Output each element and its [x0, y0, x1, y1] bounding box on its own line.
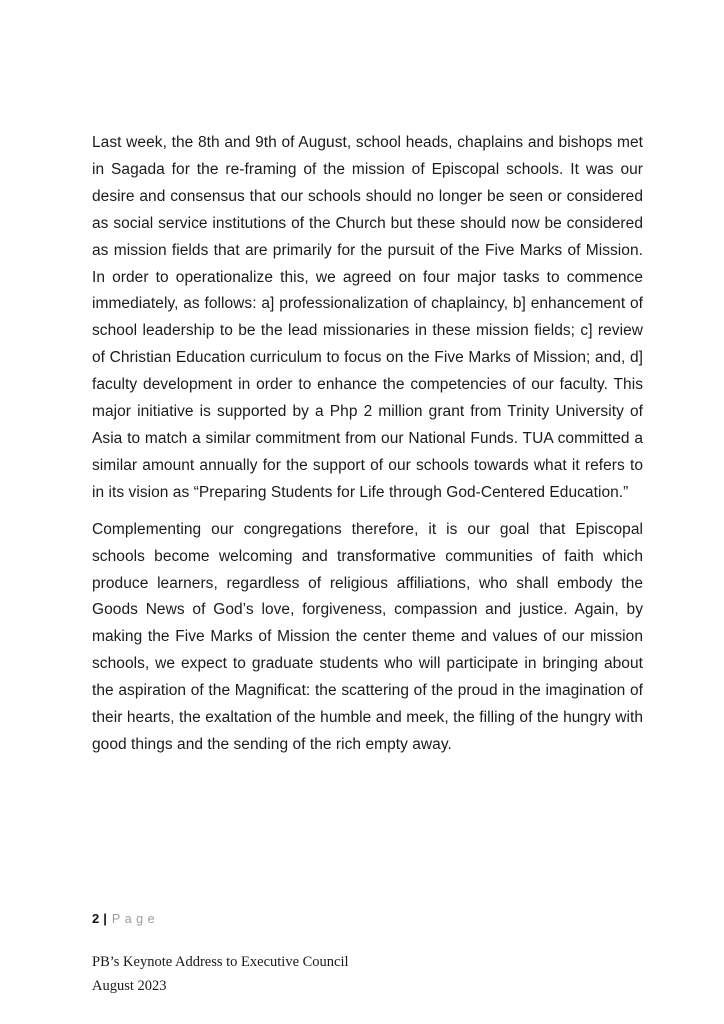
page-number-footer: [92, 911, 159, 926]
page-number-separator: |: [103, 911, 107, 926]
paragraph-mission-goal: Complementing our congregations therefore, it is our goal that Episcopal schools become welcoming and transformative communities of faith which produce learners, regardless of religious affiliations, who shall embody the Goods News of God’s love, forgiveness, compassion and justice. Again, by making the Five Marks of Mission the center theme and values of our mission schools, we expect to graduate students who will participate in bringing about the aspiration of the Magnificat: the scattering of the proud in the imagination of their hearts, the exaltation of the humble and meek, the filling of the hungry with good things and the sending of the rich empty away.: [92, 520, 643, 753]
paragraph-sagada-meeting: Last week, the 8th and 9th of August, school heads, chaplains and bishops met in Sagada for the re-framing of the mission of Episcopal schools. It was our desire and consensus that our schools should no longer be seen or considered as social service institutions of the Church but these should now be considered as mission fields that are primarily for the pursuit of the Five Marks of Mission. In order to operationalize this, we agreed on four major tasks to commence immediately, as follows: a] professionalization of chaplaincy, b] enhancement of school leadership to be the lead missionaries in these mission fields; c] review of Christian Education curriculum to focus on the Five Marks of Mission; and, d] faculty development in order to enhance the competencies of our faculty. This major initiative is supported by a Php 2 million grant from Trinity University of Asia to match a similar commitment from our National Funds. TUA committed a similar amount annually for the support of our schools towards what it refers to in its vision as “Preparing Students for Life through God-Centered Education.”: [92, 134, 643, 501]
page-number: 2: [92, 911, 100, 926]
footer-doc-title: PB’s Keynote Address to Executive Council: [92, 954, 349, 970]
footer-doc-date: August 2023: [92, 978, 167, 994]
document-footer: [92, 950, 349, 998]
document-body: [92, 130, 643, 769]
page-word-label: Page: [111, 912, 160, 926]
